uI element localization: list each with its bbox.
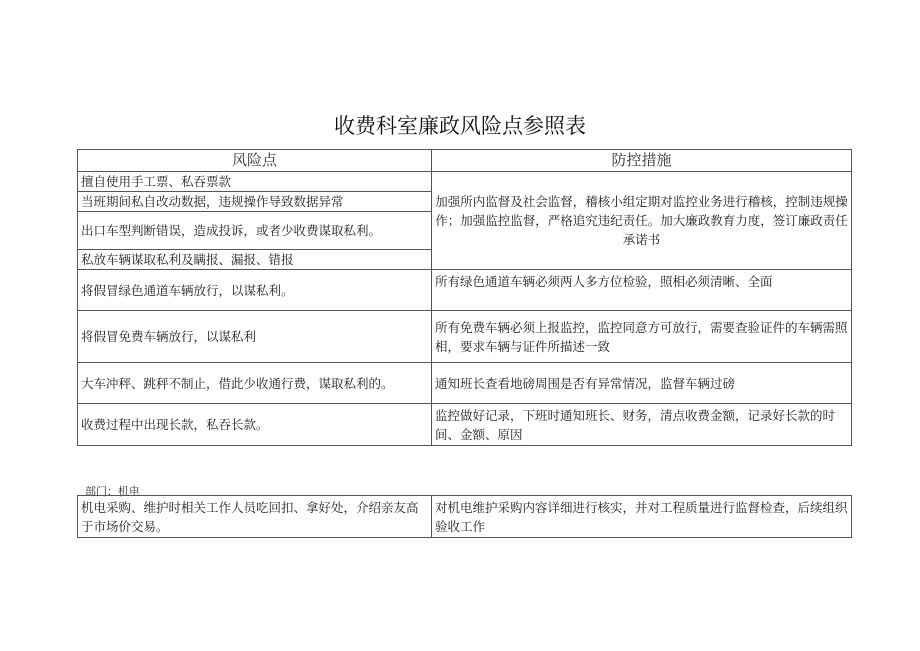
- page-title: 收费科室廉政风险点参照表: [334, 114, 586, 138]
- risk-cell: 擅自使用手工票、私吞票款: [78, 172, 432, 192]
- measure-cell: 对机电维护采购内容详细进行核实，并对工程质量进行监督检查，后续组织验收工作: [432, 496, 852, 538]
- header-measure: 防控措施: [432, 150, 852, 172]
- measure-cell-merged: 加强所内监督及社会监督，稽核小组定期对监控业务进行稽核，控制违规操作；加强监控监督，严格追究违纪责任。加大廉政教育力度，签订廉政责任承诺书: [432, 172, 852, 270]
- measure-cell: 监控做好记录，下班时通知班长、财务，清点收费金额，记录好长款的时间、金额、原因: [432, 404, 852, 446]
- dept-table: [77, 495, 852, 538]
- department-label: 部门：机电: [85, 485, 140, 498]
- risk-cell: 收费过程中出现长款，私吞长款。: [78, 404, 432, 446]
- table-row: [78, 172, 852, 192]
- risk-cell: 私放车辆谋取私利及瞒报、漏报、错报: [78, 250, 432, 270]
- table-row: [78, 311, 852, 363]
- risk-table: [77, 149, 852, 446]
- risk-cell: 大车冲秤、跳秤不制止，借此少收通行费，谋取私利的。: [78, 363, 432, 404]
- measure-cell: 所有免费车辆必须上报监控，监控同意方可放行，需要查验证件的车辆需照相，要求车辆与证件所描述一致: [432, 311, 852, 363]
- risk-cell: 机电采购、维护时相关工作人员吃回扣、拿好处，介绍亲友高于市场价交易。: [78, 496, 432, 538]
- table-row: [78, 270, 852, 311]
- measure-cell: 所有绿色通道车辆必须两人多方位检验，照相必须清晰、全面: [432, 270, 852, 311]
- risk-cell: 出口车型判断错误，造成投诉，或者少收费谋取私利。: [78, 212, 432, 250]
- risk-cell: 将假冒免费车辆放行，以谋私利: [78, 311, 432, 363]
- risk-cell: 当班期间私自改动数据，违规操作导致数据异常: [78, 192, 432, 212]
- header-risk: 风险点: [78, 150, 432, 172]
- table-row: [78, 496, 852, 538]
- measure-cell: 通知班长查看地磅周围是否有异常情况，监督车辆过磅: [432, 363, 852, 404]
- table-row: [78, 404, 852, 446]
- table-header-row: [78, 150, 852, 172]
- risk-cell: 将假冒绿色通道车辆放行，以谋私利。: [78, 270, 432, 311]
- table-row: [78, 363, 852, 404]
